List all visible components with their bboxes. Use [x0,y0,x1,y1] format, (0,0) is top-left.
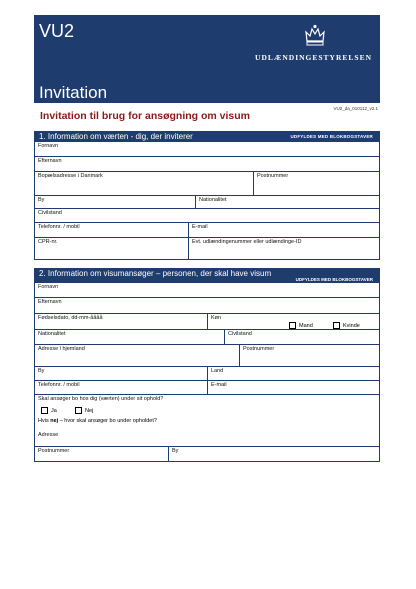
host-cpr-field[interactable] [35,238,188,259]
applicant-phone-field[interactable] [35,381,207,394]
male-label: Mand [299,322,313,329]
crown-logo-icon [302,23,328,49]
stay-question-label: Skal ansøger bo hos dig (værten) under sit ophold? [38,396,164,402]
host-address-label: Bopælsadresse i Danmark [38,173,103,179]
applicant-city-label: By [38,368,45,374]
host-alien-id-field[interactable] [188,238,379,259]
host-cpr-row [35,237,379,259]
alt-address-row[interactable] [35,424,379,446]
applicant-nationality-label: Nationalitet [38,331,66,337]
applicant-email-label: E-mail [211,382,227,388]
section-1-note: UDFYLDES MED BLOKBOGSTAVER [290,134,373,139]
applicant-civil-field[interactable] [224,330,379,344]
section-2-title: 2. Information om visumansøger – personen, der skal have visum [39,269,272,278]
host-phone-field[interactable] [35,223,188,237]
stay-yes-option[interactable] [41,407,57,414]
applicant-email-field[interactable] [207,381,379,394]
form-subtitle: Invitation til brug for ansøgning om visum [40,110,250,122]
version-code: VU2_da_010112_v2.1 [333,106,378,111]
host-city-label: By [38,197,45,203]
host-city-row [35,195,379,208]
applicant-address-field[interactable] [35,345,239,366]
host-nationality-label: Nationalitet [199,197,227,203]
section-2-header [35,269,379,283]
applicant-civil-label: Civilstand [228,331,252,337]
if-no-suffix: – hvor skal ansøger bo under opholdet? [58,418,157,424]
form-code: VU2 [39,21,75,41]
host-email-field[interactable] [188,223,379,237]
host-lastname-row[interactable] [35,156,379,171]
page-title: Invitation [39,83,108,102]
host-city-field[interactable] [35,196,195,208]
alt-address-label: Adresse [38,432,59,438]
gender-female-option[interactable] [333,322,360,329]
male-checkbox[interactable] [289,322,296,329]
applicant-city-row [35,366,379,380]
female-label: Kvinde [343,322,360,329]
section-1-title: 1. Information om værten - dig, der inviterer [39,132,193,141]
applicant-city-field[interactable] [35,367,207,380]
host-civil-row[interactable] [35,208,379,222]
if-no-prefix: Hvis [38,418,51,424]
applicant-country-label: Land [211,368,224,374]
alt-city-label: By [172,448,179,454]
applicant-postcode-field[interactable] [239,345,379,366]
no-checkbox[interactable] [75,407,82,414]
section-applicant-info [34,268,380,462]
applicant-country-field[interactable] [207,367,379,380]
host-address-row [35,171,379,195]
host-alien-id-label: Evt. udlændingenummer eller udlændinge-ID [192,239,302,245]
applicant-lastname-row[interactable] [35,297,379,313]
host-email-label: E-mail [192,224,208,230]
no-label: Nej [85,407,94,414]
applicant-nationality-row [35,329,379,344]
host-firstname-label: Fornavn [38,143,59,149]
gender-male-option[interactable] [289,322,313,329]
section-2-note: UDFYLDES MED BLOKBOGSTAVER [295,277,373,282]
applicant-birthdate-field[interactable] [35,314,207,329]
agency-name: UDLÆNDINGESTYRELSEN [255,53,372,62]
host-phone-label: Telefonnr. / mobil [38,224,80,230]
stay-with-host-row [35,394,379,424]
applicant-postcode-label: Postnummer [243,346,275,352]
applicant-firstname-label: Fornavn [38,284,59,290]
yes-checkbox[interactable] [41,407,48,414]
header-banner [34,15,380,103]
applicant-lastname-label: Efternavn [38,299,62,305]
host-postcode-field[interactable] [253,172,379,195]
applicant-phone-label: Telefonnr. / mobil [38,382,80,388]
if-no-bold: nej [50,418,59,424]
applicant-gender-field [207,314,379,329]
host-civil-label: Civilstand [38,210,62,216]
section-host-info [34,131,380,260]
host-phone-row [35,222,379,237]
host-address-field[interactable] [35,172,253,195]
applicant-gender-label: Køn [211,315,222,321]
yes-label: Ja [51,407,57,414]
alt-postcode-row [35,446,379,461]
host-firstname-row[interactable] [35,142,379,156]
applicant-address-row [35,344,379,366]
applicant-birthdate-label: Fødselsdato, dd-mm-åååå [38,315,103,321]
applicant-birth-row [35,313,379,329]
alt-postcode-label: Postnummer [38,448,70,454]
section-1-header [35,132,379,142]
applicant-nationality-field[interactable] [35,330,224,344]
host-lastname-label: Efternavn [38,158,62,164]
alt-postcode-field[interactable] [35,447,168,461]
host-cpr-label: CPR-nr. [38,239,58,245]
stay-no-option[interactable] [75,407,93,414]
applicant-phone-row [35,380,379,394]
applicant-firstname-row[interactable] [35,283,379,297]
applicant-address-label: Adresse i hjemland [38,346,85,352]
alt-city-field[interactable] [168,447,379,461]
female-checkbox[interactable] [333,322,340,329]
host-postcode-label: Postnummer [257,173,289,179]
host-nationality-field[interactable] [195,196,379,208]
